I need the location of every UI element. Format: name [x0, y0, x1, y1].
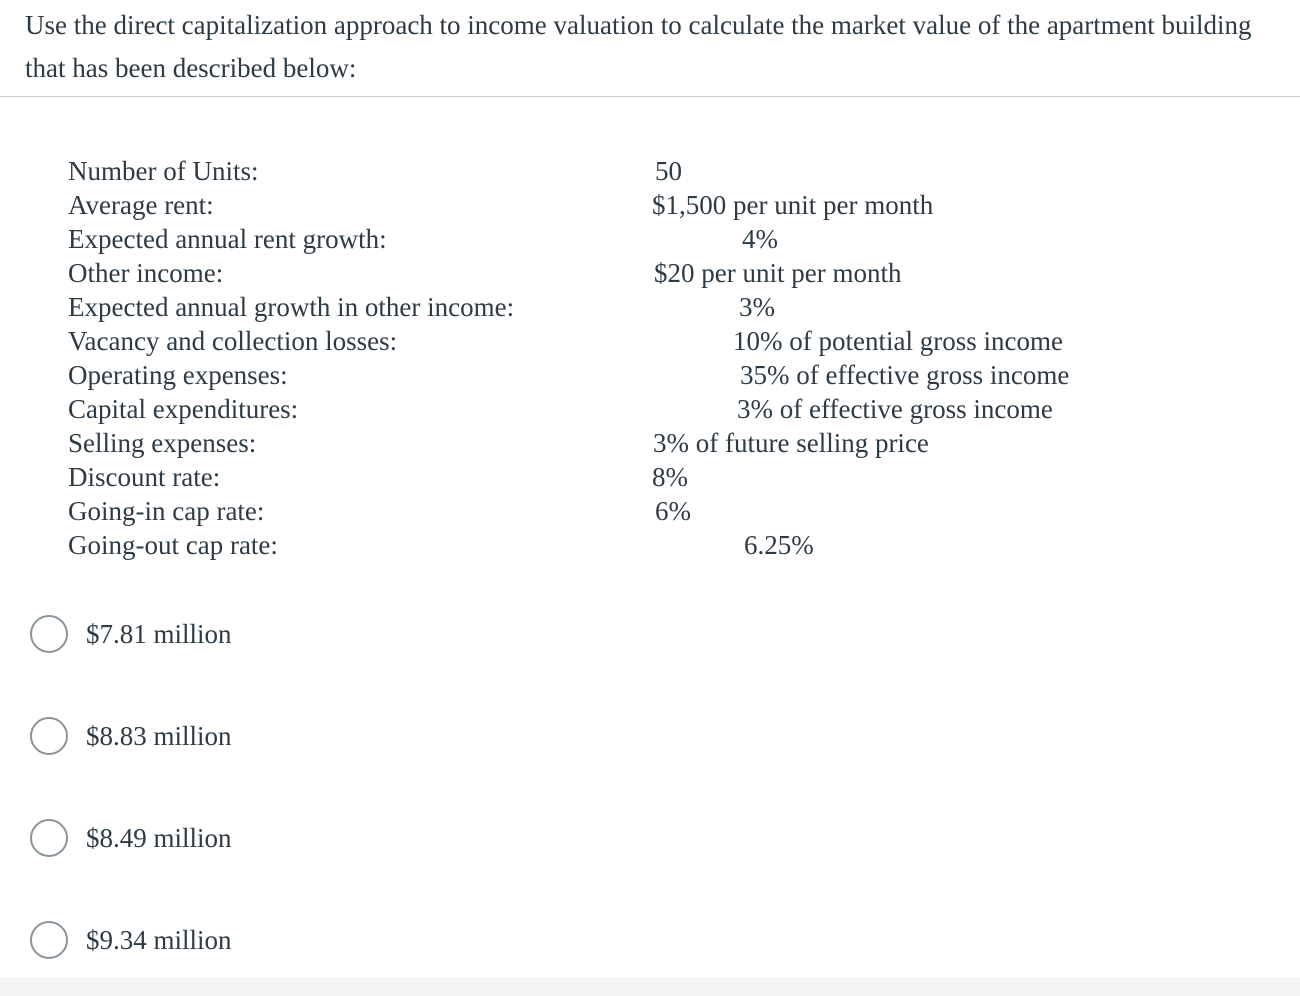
bottom-strip: [0, 978, 1300, 996]
radio-button[interactable]: [30, 819, 68, 857]
input-label: Expected annual growth in other income:: [68, 292, 515, 322]
input-label: Operating expenses:: [68, 360, 288, 390]
answer-option[interactable]: [30, 817, 430, 861]
answer-option-label[interactable]: $7.81 million: [86, 619, 232, 649]
answer-option[interactable]: [30, 919, 430, 963]
radio-button[interactable]: [30, 921, 68, 959]
answer-option-label[interactable]: $9.34 million: [86, 925, 232, 955]
input-label: Other income:: [68, 258, 224, 288]
input-label: Selling expenses:: [68, 428, 257, 458]
input-value: 6.25%: [744, 530, 814, 560]
input-row-going-out-cap: [0, 528, 1300, 562]
input-row-rent-growth: [0, 222, 1300, 256]
input-value: 35% of effective gross income: [740, 360, 1070, 390]
input-label: Vacancy and collection losses:: [68, 326, 398, 356]
input-row-selling-expenses: [0, 426, 1300, 460]
radio-button[interactable]: [30, 717, 68, 755]
question-text: Use the direct capitalization approach to income valuation to calculate the market value of the apartment building that has been described below:: [25, 10, 1252, 83]
answer-option-label[interactable]: $8.83 million: [86, 721, 232, 751]
input-label: Number of Units:: [68, 156, 259, 186]
input-label: Average rent:: [68, 190, 214, 220]
input-row-vacancy: [0, 324, 1300, 358]
input-row-average-rent: [0, 188, 1300, 222]
input-value: 50: [655, 156, 682, 186]
input-value: 10% of potential gross income: [733, 326, 1063, 356]
input-label: Capital expenditures:: [68, 394, 299, 424]
input-value: $20 per unit per month: [654, 258, 902, 288]
answer-option-label[interactable]: $8.49 million: [86, 823, 232, 853]
answer-option[interactable]: [30, 715, 430, 759]
input-row-other-income: [0, 256, 1300, 290]
input-row-other-income-growth: [0, 290, 1300, 324]
input-value: 4%: [742, 224, 778, 254]
input-row-units: [0, 154, 1300, 188]
radio-button[interactable]: [30, 615, 68, 653]
input-row-operating-expenses: [0, 358, 1300, 392]
input-value: 8%: [652, 462, 688, 492]
input-row-discount-rate: [0, 460, 1300, 494]
input-value: $1,500 per unit per month: [652, 190, 934, 220]
input-value: 3%: [739, 292, 775, 322]
input-label: Expected annual rent growth:: [68, 224, 387, 254]
input-value: 6%: [655, 496, 691, 526]
input-row-capital-expenditures: [0, 392, 1300, 426]
input-value: 3% of future selling price: [653, 428, 929, 458]
answer-option[interactable]: [30, 613, 430, 657]
input-label: Going-out cap rate:: [68, 530, 278, 560]
input-row-going-in-cap: [0, 494, 1300, 528]
input-label: Discount rate:: [68, 462, 221, 492]
divider: [0, 96, 1300, 97]
input-label: Going-in cap rate:: [68, 496, 265, 526]
input-value: 3% of effective gross income: [737, 394, 1053, 424]
